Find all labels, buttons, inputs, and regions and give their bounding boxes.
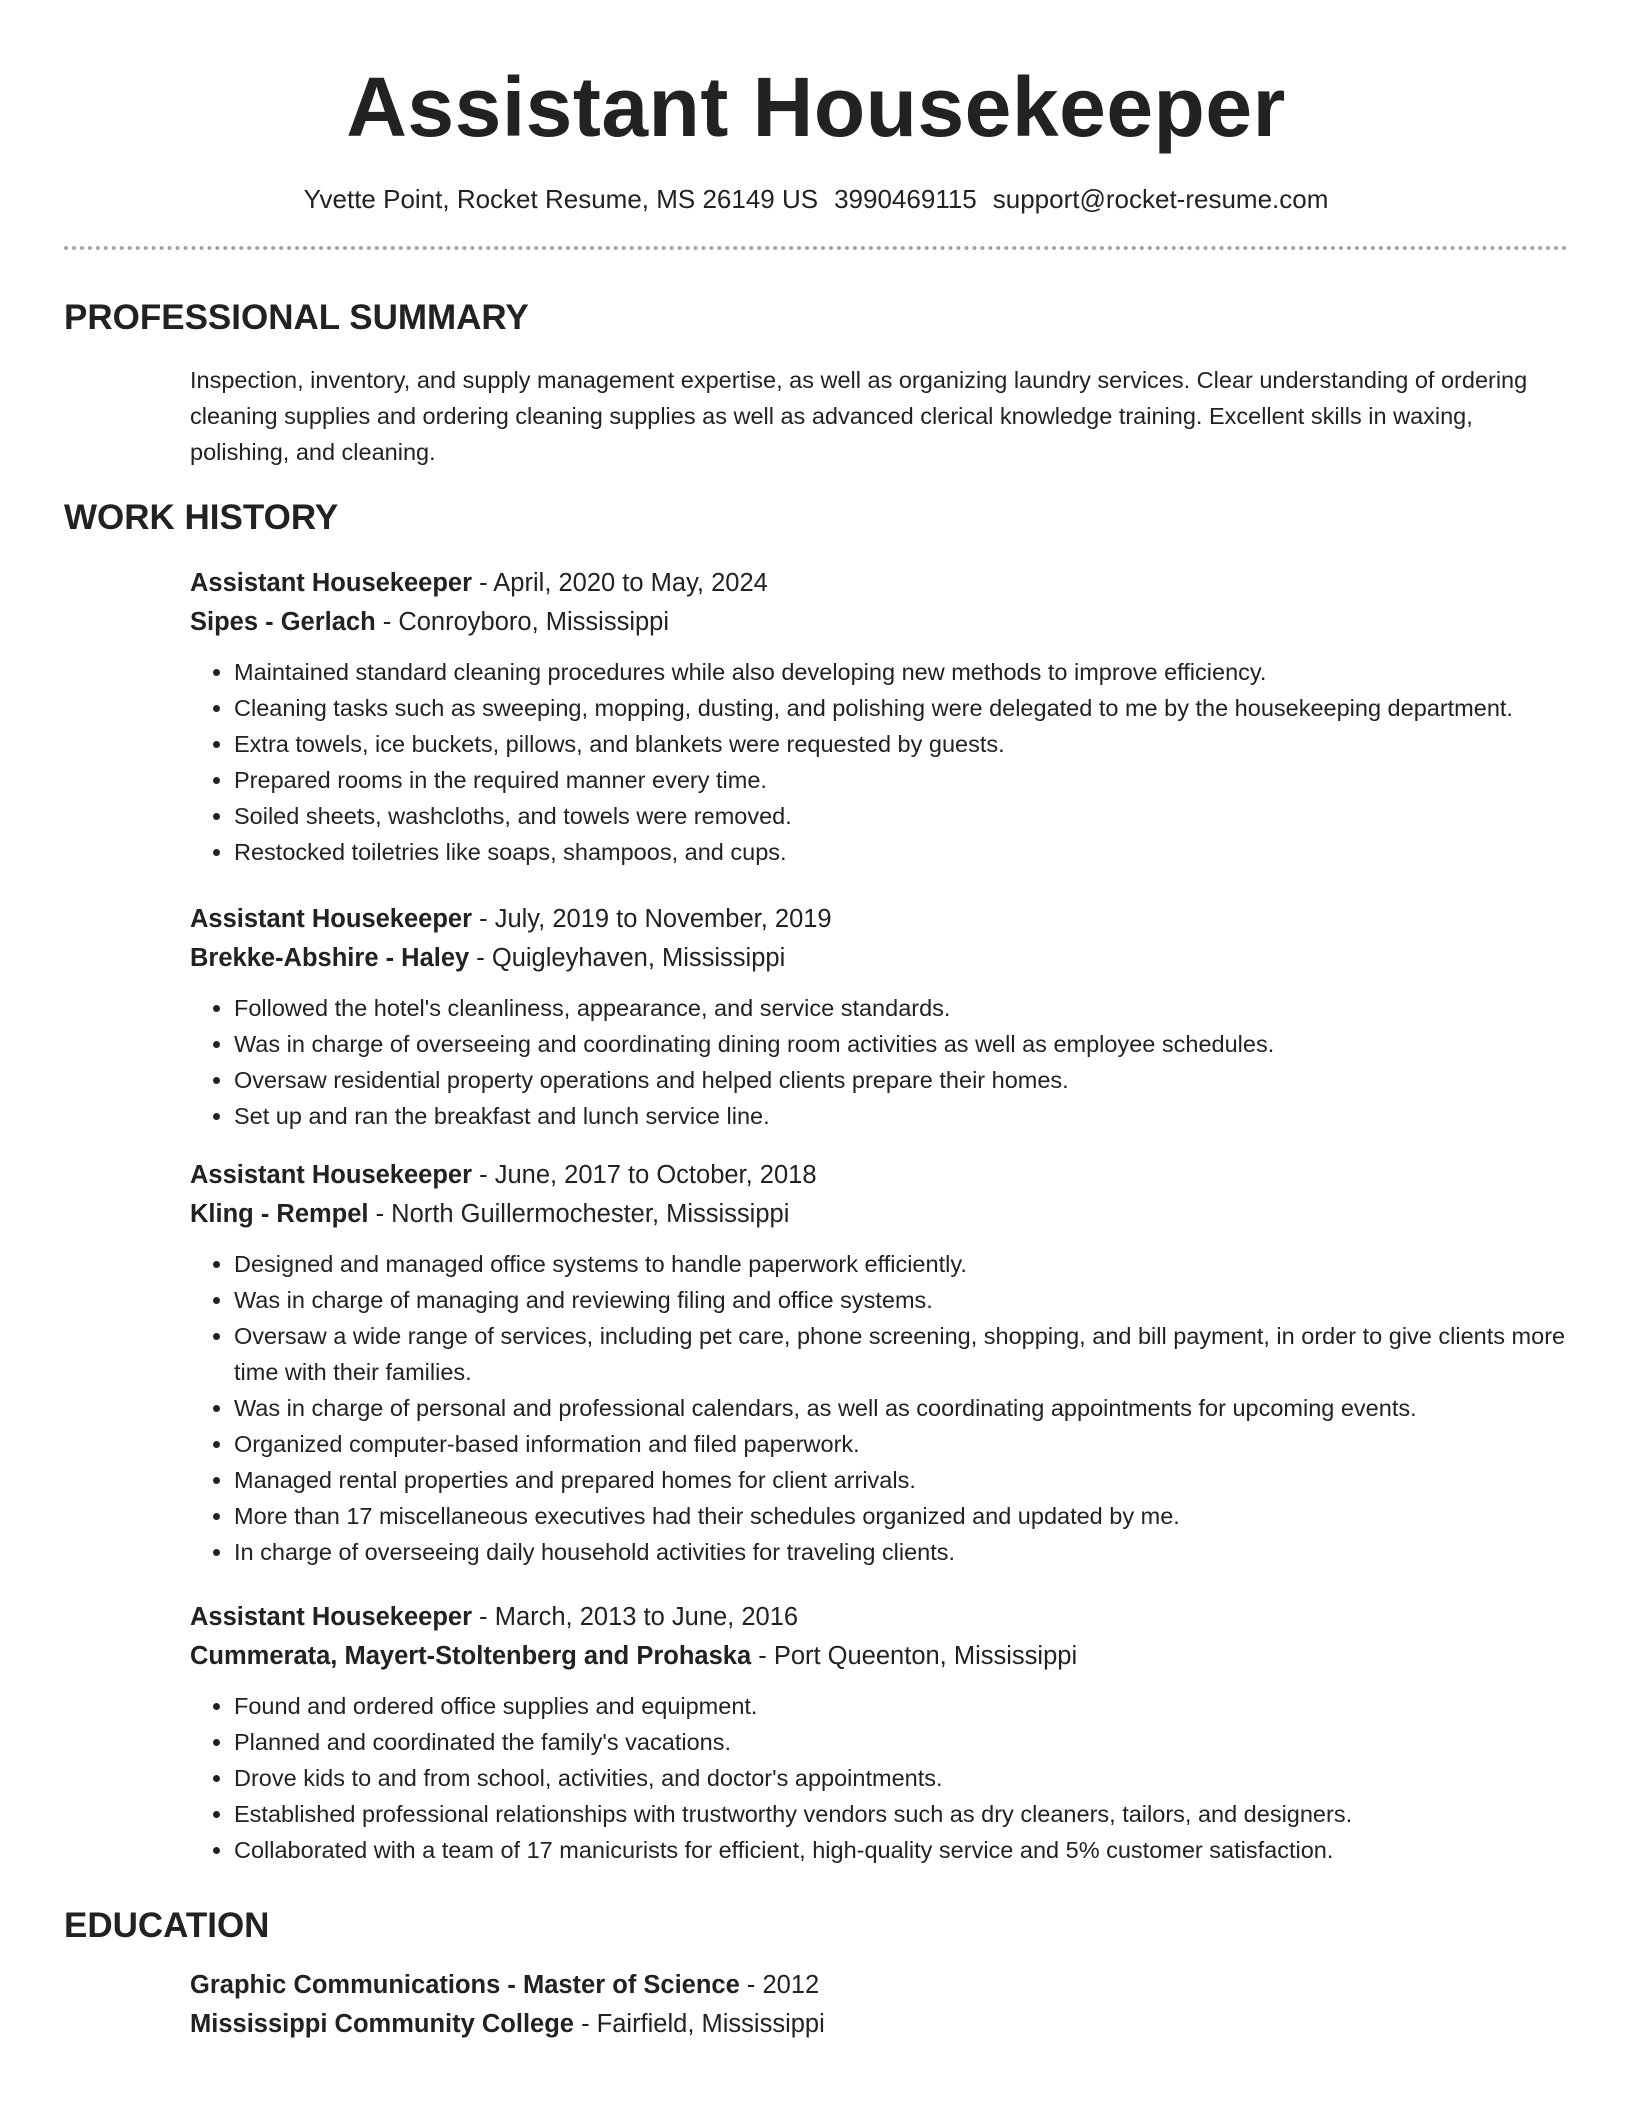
job-company-line bbox=[190, 1195, 1568, 1234]
education-school: Mississippi Community College bbox=[190, 2010, 574, 2038]
education-location: - Fairfield, Mississippi bbox=[573, 2010, 825, 2038]
job-duties bbox=[190, 654, 1568, 870]
duty-item: • Cleaning tasks such as sweeping, mopping, dusting, and polishing were delegated to me by the housekeeping department. bbox=[234, 690, 1568, 726]
duty-item: • Was in charge of managing and reviewing filing and office systems. bbox=[234, 1282, 1568, 1318]
duty-item: • Soiled sheets, washcloths, and towels were removed. bbox=[234, 798, 1568, 834]
job-dates: - July, 2019 to November, 2019 bbox=[472, 905, 832, 933]
work-history-list bbox=[190, 564, 1568, 1868]
duty-item: • Maintained standard cleaning procedures while also developing new methods to improve efficiency. bbox=[234, 654, 1568, 690]
duty-item: • Found and ordered office supplies and equipment. bbox=[234, 1688, 1568, 1724]
duty-item: • Organized computer-based information and filed paperwork. bbox=[234, 1426, 1568, 1462]
duty-item: • Followed the hotel's cleanliness, appearance, and service standards. bbox=[234, 990, 1568, 1026]
work-history-heading: WORK HISTORY bbox=[64, 498, 339, 537]
job-company-line bbox=[190, 1637, 1568, 1676]
job-company: Cummerata, Mayert-Stoltenberg and Prohaska bbox=[190, 1642, 752, 1670]
job-company: Brekke-Abshire - Haley bbox=[190, 944, 470, 972]
education-year: - 2012 bbox=[739, 1971, 820, 1999]
education-degree: Graphic Communications - Master of Science bbox=[190, 1971, 740, 1999]
job-location: - Quigleyhaven, Mississippi bbox=[469, 944, 786, 972]
resume-page bbox=[64, 0, 1568, 2044]
job-location: - North Guillermochester, Mississippi bbox=[368, 1200, 790, 1228]
duty-item: • Planned and coordinated the family's vacations. bbox=[234, 1724, 1568, 1760]
education-entry bbox=[190, 1966, 1568, 2044]
education-heading: EDUCATION bbox=[64, 1906, 270, 1945]
duty-item: • Established professional relationships with trustworthy vendors such as dry cleaners, tailors, and designers. bbox=[234, 1796, 1568, 1832]
duty-item: • Prepared rooms in the required manner every time. bbox=[234, 762, 1568, 798]
duty-item: • Extra towels, ice buckets, pillows, and blankets were requested by guests. bbox=[234, 726, 1568, 762]
header-divider bbox=[64, 246, 1568, 250]
job-title-line bbox=[190, 900, 1568, 939]
job-company-line bbox=[190, 603, 1568, 642]
summary-text: Inspection, inventory, and supply management expertise, as well as organizing laundry services. Clear understanding of ordering cleaning supplies and ordering cleaning supplies as well as advanced clerical knowledge training. Excellent skills in waxing, polishing, and cleaning. bbox=[190, 367, 1528, 465]
job-title-line bbox=[190, 1598, 1568, 1637]
contact-email: support@rocket-resume.com bbox=[992, 184, 1329, 214]
duty-item: • Was in charge of personal and professional calendars, as well as coordinating appointments for upcoming events. bbox=[234, 1390, 1568, 1426]
job-dates: - April, 2020 to May, 2024 bbox=[472, 569, 768, 597]
job-duties bbox=[190, 1246, 1568, 1570]
job-title-line bbox=[190, 1156, 1568, 1195]
job-position: Assistant Housekeeper bbox=[190, 1603, 473, 1631]
duty-item: • Collaborated with a team of 17 manicurists for efficient, high-quality service and 5% customer satisfaction. bbox=[234, 1832, 1568, 1868]
job-location: - Port Queenton, Mississippi bbox=[751, 1642, 1078, 1670]
duty-item: • Set up and ran the breakfast and lunch service line. bbox=[234, 1098, 1568, 1134]
duty-item: • Oversaw residential property operations and helped clients prepare their homes. bbox=[234, 1062, 1568, 1098]
job-entry bbox=[190, 900, 1568, 1134]
duty-item: • More than 17 miscellaneous executives had their schedules organized and updated by me. bbox=[234, 1498, 1568, 1534]
job-entry bbox=[190, 1156, 1568, 1570]
duty-item: • In charge of overseeing daily household activities for traveling clients. bbox=[234, 1534, 1568, 1570]
contact-phone: 3990469115 bbox=[834, 184, 977, 214]
contact-line bbox=[64, 182, 1568, 216]
education-school-line bbox=[190, 2005, 1568, 2044]
job-dates: - June, 2017 to October, 2018 bbox=[472, 1161, 817, 1189]
contact-address: Yvette Point, Rocket Resume, MS 26149 US bbox=[303, 184, 819, 214]
duty-item: • Was in charge of overseeing and coordinating dining room activities as well as employee schedules. bbox=[234, 1026, 1568, 1062]
job-title-line bbox=[190, 564, 1568, 603]
resume-name: Assistant Housekeeper bbox=[346, 60, 1286, 154]
job-dates: - March, 2013 to June, 2016 bbox=[472, 1603, 799, 1631]
job-company-line bbox=[190, 939, 1568, 978]
job-position: Assistant Housekeeper bbox=[190, 1161, 473, 1189]
duty-item: • Oversaw a wide range of services, including pet care, phone screening, shopping, and bill payment, in order to give clients more time with their families. bbox=[234, 1318, 1568, 1390]
job-company: Kling - Rempel bbox=[190, 1200, 369, 1228]
job-location: - Conroyboro, Mississippi bbox=[375, 608, 670, 636]
education-degree-line bbox=[190, 1966, 1568, 2005]
duty-item: • Restocked toiletries like soaps, shampoos, and cups. bbox=[234, 834, 1568, 870]
job-position: Assistant Housekeeper bbox=[190, 569, 473, 597]
job-entry bbox=[190, 564, 1568, 870]
duty-item: • Managed rental properties and prepared homes for client arrivals. bbox=[234, 1462, 1568, 1498]
job-duties bbox=[190, 990, 1568, 1134]
job-entry bbox=[190, 1598, 1568, 1868]
job-duties bbox=[190, 1688, 1568, 1868]
duty-item: • Designed and managed office systems to handle paperwork efficiently. bbox=[234, 1246, 1568, 1282]
duty-item: • Drove kids to and from school, activities, and doctor's appointments. bbox=[234, 1760, 1568, 1796]
job-position: Assistant Housekeeper bbox=[190, 905, 473, 933]
job-company: Sipes - Gerlach bbox=[190, 608, 376, 636]
summary-heading: PROFESSIONAL SUMMARY bbox=[64, 298, 529, 337]
